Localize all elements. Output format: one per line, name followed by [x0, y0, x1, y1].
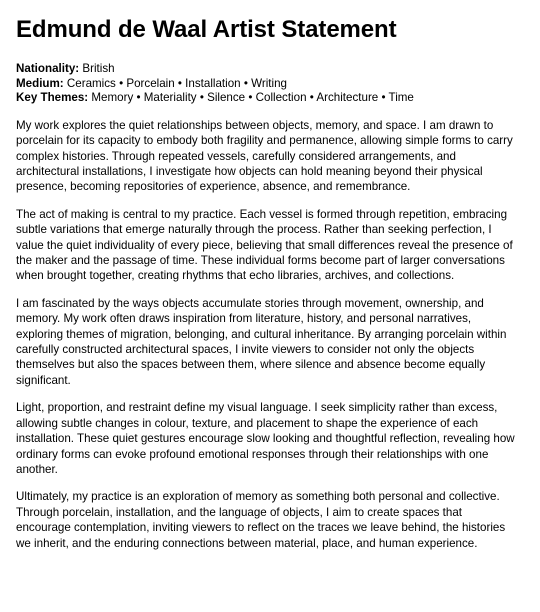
statement-paragraph-2: The act of making is central to my practice. Each vessel is formed through repetition, embracing subtle variations that emerge naturally through the process. Rather than seeking perfection, I value the quiet individuality of every piece, believing that small differences reveal the presence of the maker and the passage of time. These individual forms become part of larger conversations when brought together, creating rhythms that echo libraries, archives, and collections. — [16, 207, 513, 283]
nationality-label: Nationality: — [16, 62, 80, 75]
statement-paragraph-1: My work explores the quiet relationships between objects, memory, and space. I am drawn to porcelain for its capacity to embody both fragility and permanence, allowing simple forms to carry complex histories. Through repeated vessels, carefully considered arrangements, and architectural installations, I investigate how objects can hold meaning beyond their physical presence, becoming repositories of experience, absence, and remembrance. — [16, 118, 513, 194]
metadata-block — [16, 62, 516, 106]
medium-row — [16, 77, 516, 92]
document-title: Edmund de Waal Artist Statement — [16, 16, 397, 43]
statement-paragraph-5: Ultimately, my practice is an exploration of memory as something both personal and collective. Through porcelain, installation, and the language of objects, I aim to create spaces that encourage contemplation, inviting viewers to reflect on the traces we leave behind, the histories we inherit, and the enduring connections between material, place, and human experience. — [16, 490, 506, 550]
nationality-value: British — [79, 62, 115, 75]
key-themes-label: Key Themes: — [16, 91, 89, 105]
statement-paragraph-4: Light, proportion, and restraint define my visual language. I seek simplicity rather than excess, allowing subtle changes in colour, texture, and placement to shape the experience of each installation. These quiet gestures encourage slow looking and thoughtful reflection, revealing how ordinary forms can evoke profound emotional responses through their relationships with one another. — [16, 401, 515, 476]
statement-paragraph-3: I am fascinated by the ways objects accumulate stories through movement, ownership, and memory. My work often draws inspiration from literature, history, and personal narratives, exploring themes of migration, belonging, and cultural inheritance. By arranging porcelain within carefully constructed architectural spaces, I invite viewers to consider not only the objects themselves but also the spaces between them, where silence and absence become equally significant. — [16, 296, 507, 387]
key-themes-row — [16, 91, 516, 106]
nationality-row — [16, 62, 516, 77]
key-themes-value: Memory • Materiality • Silence • Collection • Architecture • Time — [88, 91, 414, 105]
medium-label: Medium: — [16, 76, 64, 90]
medium-value: Ceramics • Porcelain • Installation • Writing — [63, 76, 287, 90]
